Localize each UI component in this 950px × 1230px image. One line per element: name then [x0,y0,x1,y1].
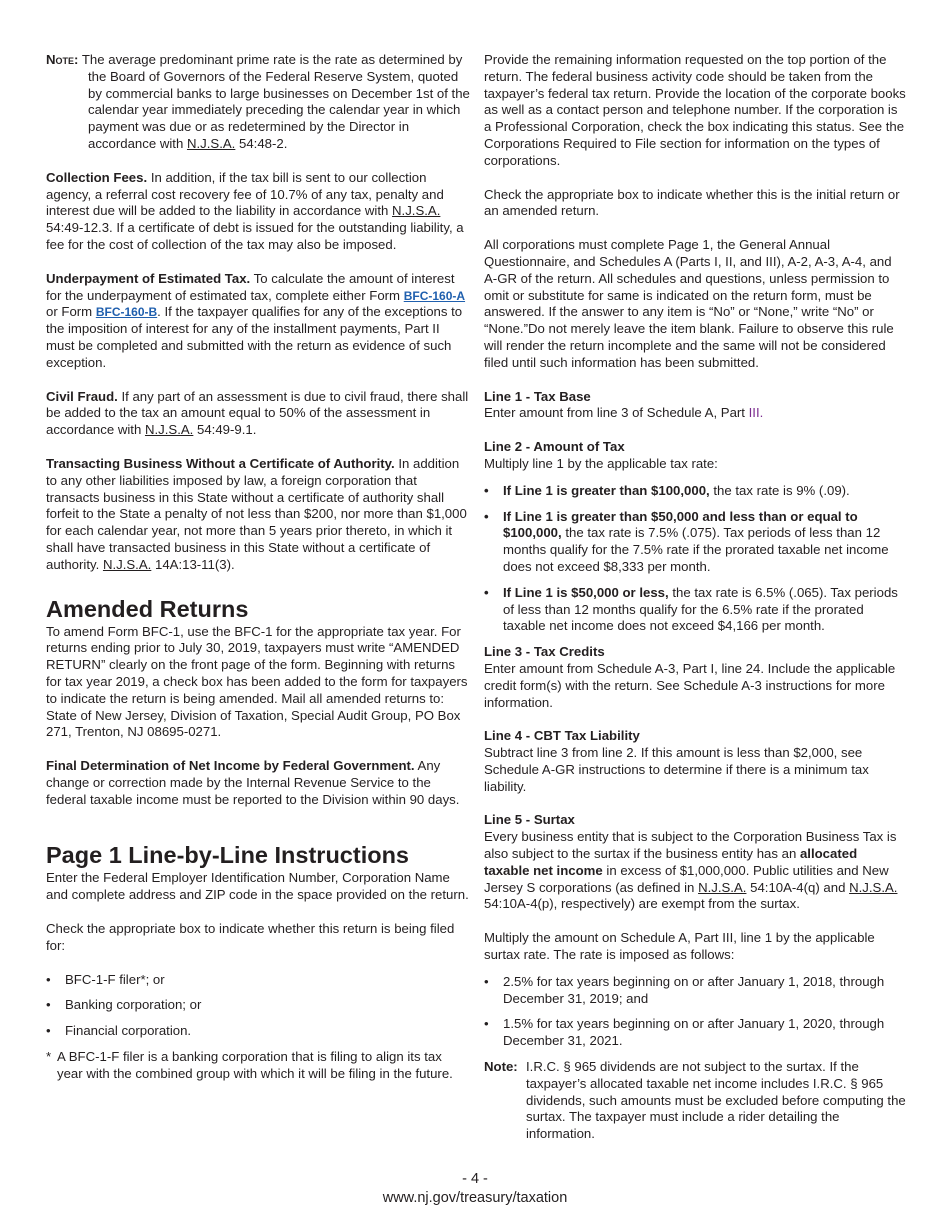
line5-text: Every business entity that is subject to the Corporation Business Tax is also subject to the surtax if the business entity has an allocated taxable net income in excess of $1,000,000. Public utilities and New Jersey S corporations (as defined in N.J.S.A. 54:10A-4(q) and N.J.S.A. 54:10A-4(p), respectively) are exempt from the surtax. [484,829,898,912]
final-determination-paragraph: Final Determination of Net Income by Federal Government. Any change or correction made by the Internal Revenue Service to the federal taxable income must be reported to the Division within 90 days. [46,758,460,807]
footer-url[interactable]: www.nj.gov/treasury/taxation [382,1190,568,1206]
list-item: • 1.5% for tax years beginning on or after January 1, 2020, through December 31, 2021. [484,1016,906,1050]
surtax-note: Note: I.R.C. § 965 dividends are not subject to the surtax. If the taxpayer’s allocated taxable net income includes I.R.C. § 965 dividends, such amounts must be excluded before computing the surtax. The taxpayer must include a rider detailing the information. [484,1059,906,1142]
line-by-line-heading: Page 1 Line-by-Line Instructions [46,842,409,869]
remaining-info-paragraph: Provide the remaining information requested on the top portion of the return. The federal business activity code should be taken from the taxpayer’s federal tax return. Provide the location of the corporate books as well as a contact person and telephone number. If the corporation is a Professional Corporation, check the box indicating this status. See the Corporations Required to File section for information on the types of corporations. [484,52,906,168]
filer-type-list [46,972,470,1040]
page1-intro: Enter the Federal Employer Identification Number, Corporation Name and complete address and ZIP code in the space provided on the return. [46,870,469,903]
line4-text: Subtract line 3 from line 2. If this amount is less than $2,000, see Schedule A-GR instructions to determine if there is a minimum tax liability. [484,745,869,794]
tax-rate-list [484,483,906,635]
list-item: • If Line 1 is $50,000 or less, the tax rate is 6.5% (.065). Tax periods of less than 12 months qualify for the 6.5% rate if the prorated taxable net income does not exceed $4,166 per month. [484,585,906,635]
right-column [484,52,906,1143]
list-item: • If Line 1 is greater than $100,000, the tax rate is 9% (.09). [484,483,906,500]
line4-heading: Line 4 - CBT Tax Liability [484,728,640,744]
left-column [46,52,470,1083]
transacting-business-paragraph: Transacting Business Without a Certificate of Authority. In addition to any other liabilities imposed by law, a foreign corporation that transacts business in this State without a certificate of authority shall forfeit to the State a penalty of not less than $200, nor more than $1,000 for each calendar year, not more than 5 years prior thereto, in which it shall have transacted business in this State without a certificate of authority. N.J.S.A. 14A:13-11(3). [46,455,467,572]
surtax-multiply-text: Multiply the amount on Schedule A, Part III, line 1 by the applicable surtax rate. The rate is imposed as follows: [484,930,875,963]
filer-check-text: Check the appropriate box to indicate whether this return is being filed for: [46,921,455,953]
line2-text: Multiply line 1 by the applicable tax rate: [484,455,718,471]
line2-heading: Line 2 - Amount of Tax [484,439,625,455]
list-item: • 2.5% for tax years beginning on or after January 1, 2018, through December 31, 2019; and [484,974,906,1008]
civil-fraud-paragraph: Civil Fraud. If any part of an assessment is due to civil fraud, there shall be added to the tax an amount equal to 50% of the assessment in accordance with N.J.S.A. 54:49-9.1. [46,388,469,438]
line3-text: Enter amount from Schedule A-3, Part I, line 24. Include the applicable credit form(s) with the return. See Schedule A-3 instructions for more information. [484,660,896,710]
filer-footnote: * A BFC-1-F filer is a banking corporation that is filing to align its tax year with the combined group with which it will be filing in the future. [46,1049,453,1081]
list-item: • BFC-1-F filer*; or [46,972,470,989]
amended-returns-heading: Amended Returns [46,595,249,622]
underpayment-paragraph: Underpayment of Estimated Tax. To calculate the amount of interest for the underpayment of estimated tax, complete either Form BFC-160-A or Form BFC-160-B. If the taxpayer qualifies for any of the exceptions to the imposition of interest for any of the installment payments, Part II must be completed and submitted with the return as evidence of such exception. [46,270,466,370]
line5-heading: Line 5 - Surtax [484,812,575,828]
all-corporations-paragraph: All corporations must complete Page 1, the General Annual Questionnaire, and Schedules A (Parts I, II, and III), A-2, A-3, A-4, and A-GR of the return. All schedules and questions, unless permission to omit or substitute for same is indicated on the return form, must be answered. If the answer to any item is “No” or “None,” write “No” or “None.”Do not merely leave the item blank. Failure to observe this rule will render the return incomplete and the same will not be considered filed until such information has been submitted. [484,237,894,370]
list-item: • If Line 1 is greater than $50,000 and less than or equal to $100,000, the tax rate is 7.5% (.075). Tax periods of less than 12 months qualify for the 7.5% rate if the prorated taxable net income does not exceed $8,333 per month. [484,509,906,576]
page-number: - 4 - [462,1171,488,1187]
initial-amended-paragraph: Check the appropriate box to indicate whether this is the initial return or an amended return. [484,186,900,219]
line1-heading: Line 1 - Tax Base [484,388,591,404]
list-item: • Banking corporation; or [46,997,470,1014]
bfc-160-a-link[interactable]: BFC-160-A [403,288,466,303]
line3-heading: Line 3 - Tax Credits [484,644,605,660]
list-item: • Financial corporation. [46,1023,470,1040]
amended-returns-text: To amend Form BFC-1, use the BFC-1 for the appropriate tax year. For returns ending prior to July 30, 2019, taxpayers must write “AMENDED RETURN” clearly on the front page of the form. Beginning with returns for tax year 2019, a check box has been added to the form for taxpayers to indicate the return is being amended. Mail all amended returns to: State of New Jersey, Division of Taxation, Special Audit Group, PO Box 271, Trenton, NJ 08695-0271. [46,623,468,740]
prime-rate-note: Note: The average predominant prime rate is the rate as determined by the Board of Governors of the Federal Reserve System, quoted by commercial banks to large businesses on December 1st of the calendar year immediately preceding the calendar year in which payment was due or as redetermined by the Director in accordance with N.J.S.A. 54:48-2. [46,52,470,151]
collection-fees-paragraph: Collection Fees. In addition, if the tax bill is sent to our collection agency, a referral cost recovery fee of 10.7% of any tax, penalty and interest due will be added to the liability in accordance with N.J.S.A. 54:49-12.3. If a certificate of debt is issued for the outstanding liability, a fee for the cost of collection of the tax may also be imposed. [46,169,464,252]
surtax-rate-list [484,974,906,1050]
bfc-160-b-link[interactable]: BFC-160-B [95,305,158,320]
line1-text: Enter amount from line 3 of Schedule A, Part III. [484,405,764,421]
